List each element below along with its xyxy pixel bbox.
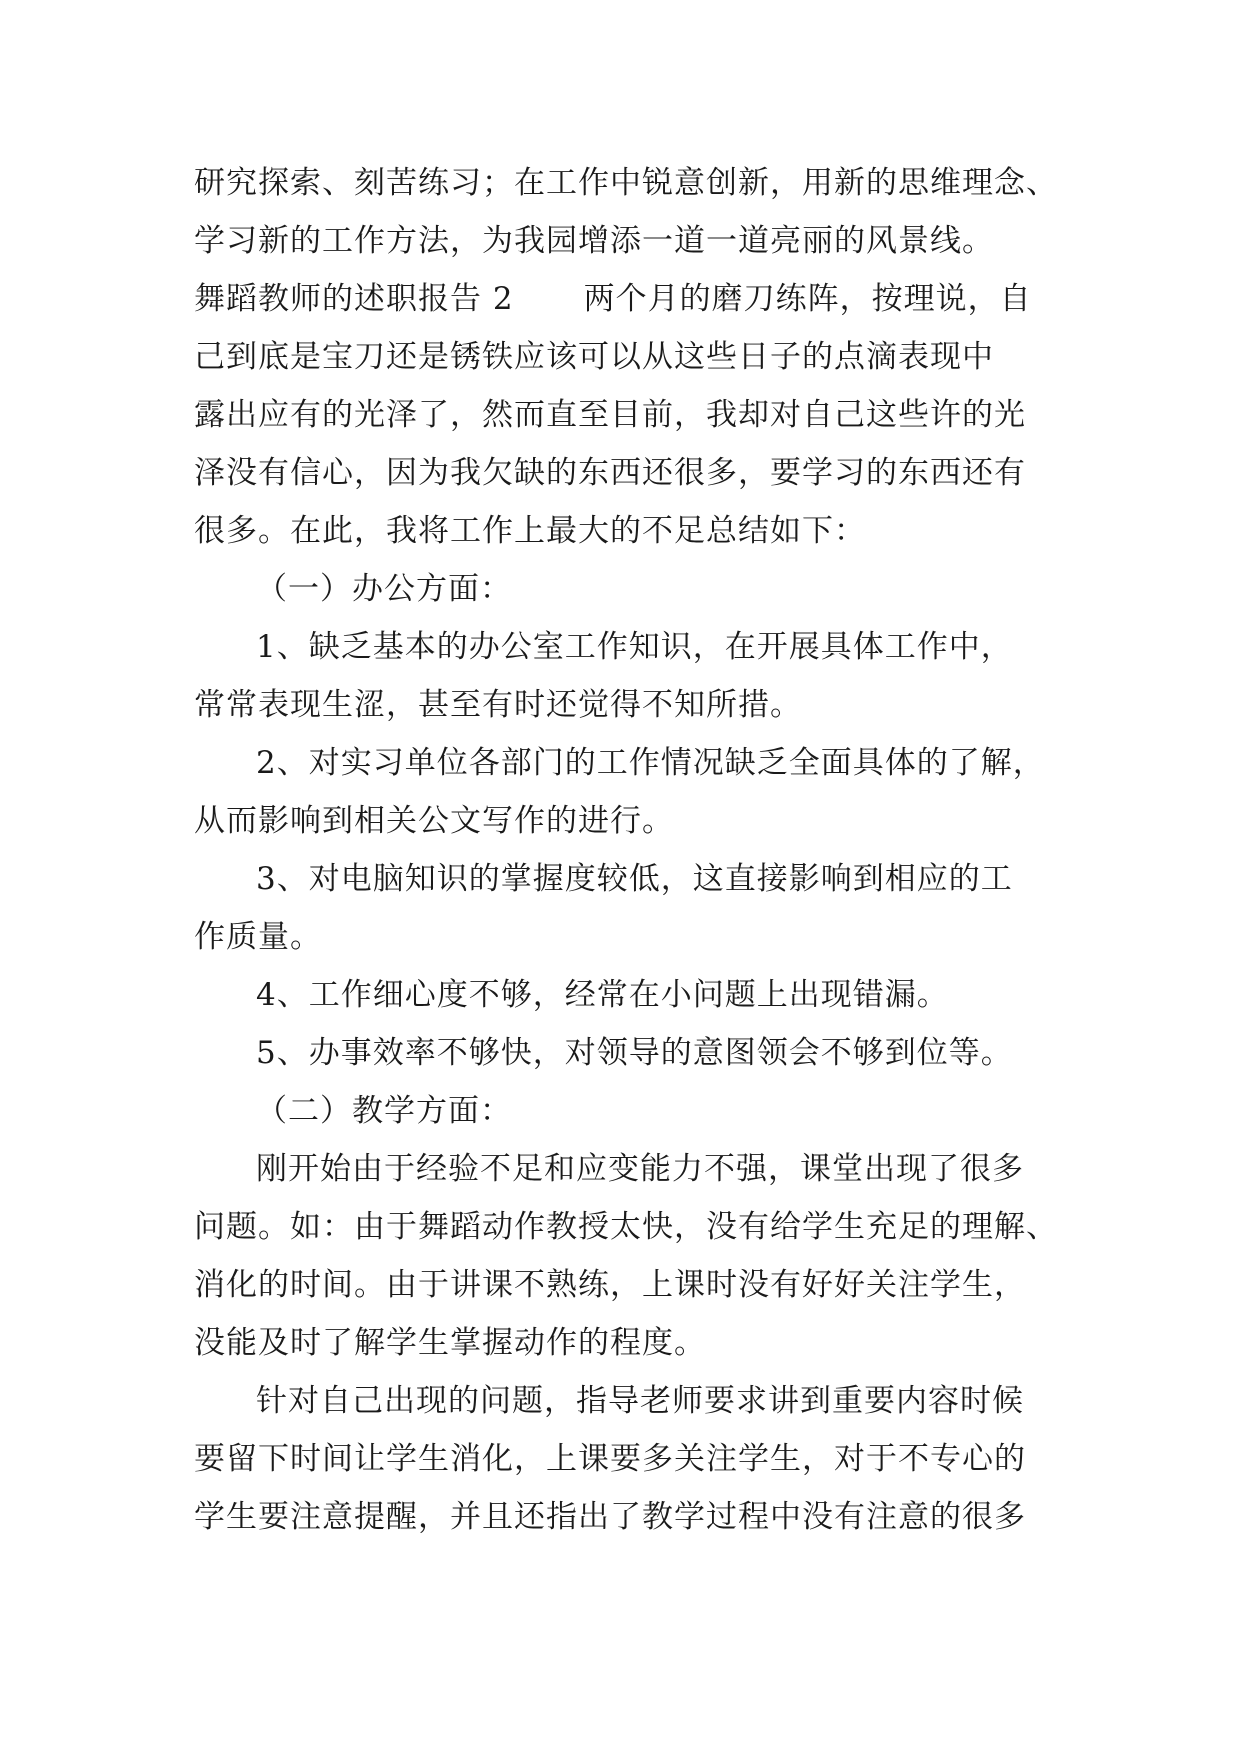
text-line: 很多。在此，我将工作上最大的不足总结如下： xyxy=(194,513,866,549)
text-line: 己到底是宝刀还是锈铁应该可以从这些日子的点滴表现中 xyxy=(194,339,994,375)
subsection-title: （二）教学方面： xyxy=(256,1093,512,1129)
subsection-title: （一）办公方面： xyxy=(256,571,512,607)
text-line: 常常表现生涩，甚至有时还觉得不知所措。 xyxy=(194,687,802,723)
text-line: 研究探索、刻苦练习；在工作中锐意创新，用新的思维理念、 xyxy=(194,165,1058,201)
text-line: 要留下时间让学生消化，上课要多关注学生，对于不专心的 xyxy=(194,1441,1026,1477)
section-heading-line xyxy=(194,270,1074,328)
paragraph-start: 刚开始由于经验不足和应变能力不强，课堂出现了很多 xyxy=(256,1151,1024,1187)
document-body xyxy=(194,154,1074,1546)
text-line: 学生要注意提醒，并且还指出了教学过程中没有注意的很多 xyxy=(194,1499,1026,1535)
list-item: 5、办事效率不够快，对领导的意图领会不够到位等。 xyxy=(256,1035,1013,1071)
text-line: 问题。如：由于舞蹈动作教授太快，没有给学生充足的理解、 xyxy=(194,1209,1058,1245)
list-item: 1、缺乏基本的办公室工作知识，在开展具体工作中， xyxy=(256,629,1013,665)
text-line: 没能及时了解学生掌握动作的程度。 xyxy=(194,1325,706,1361)
text-line: 消化的时间。由于讲课不熟练，上课时没有好好关注学生， xyxy=(194,1267,1026,1303)
list-item: 4、工作细心度不够，经常在小问题上出现错漏。 xyxy=(256,977,949,1013)
paragraph-start: 针对自己出现的问题，指导老师要求讲到重要内容时候 xyxy=(256,1383,1024,1419)
section-heading: 舞蹈教师的述职报告 2 xyxy=(194,281,514,317)
text-line: 从而影响到相关公文写作的进行。 xyxy=(194,803,674,839)
text-run: 两个月的磨刀练阵，按理说，自 xyxy=(583,281,1032,317)
text-line: 学习新的工作方法，为我园增添一道一道亮丽的风景线。 xyxy=(194,223,994,259)
list-item: 3、对电脑知识的掌握度较低，这直接影响到相应的工 xyxy=(256,861,1013,897)
text-line: 露出应有的光泽了，然而直至目前，我却对自己这些许的光 xyxy=(194,397,1026,433)
list-item: 2、对实习单位各部门的工作情况缺乏全面具体的了解， xyxy=(256,745,1045,781)
text-line: 泽没有信心，因为我欠缺的东西还很多，要学习的东西还有 xyxy=(194,455,1026,491)
text-line: 作质量。 xyxy=(194,919,322,955)
